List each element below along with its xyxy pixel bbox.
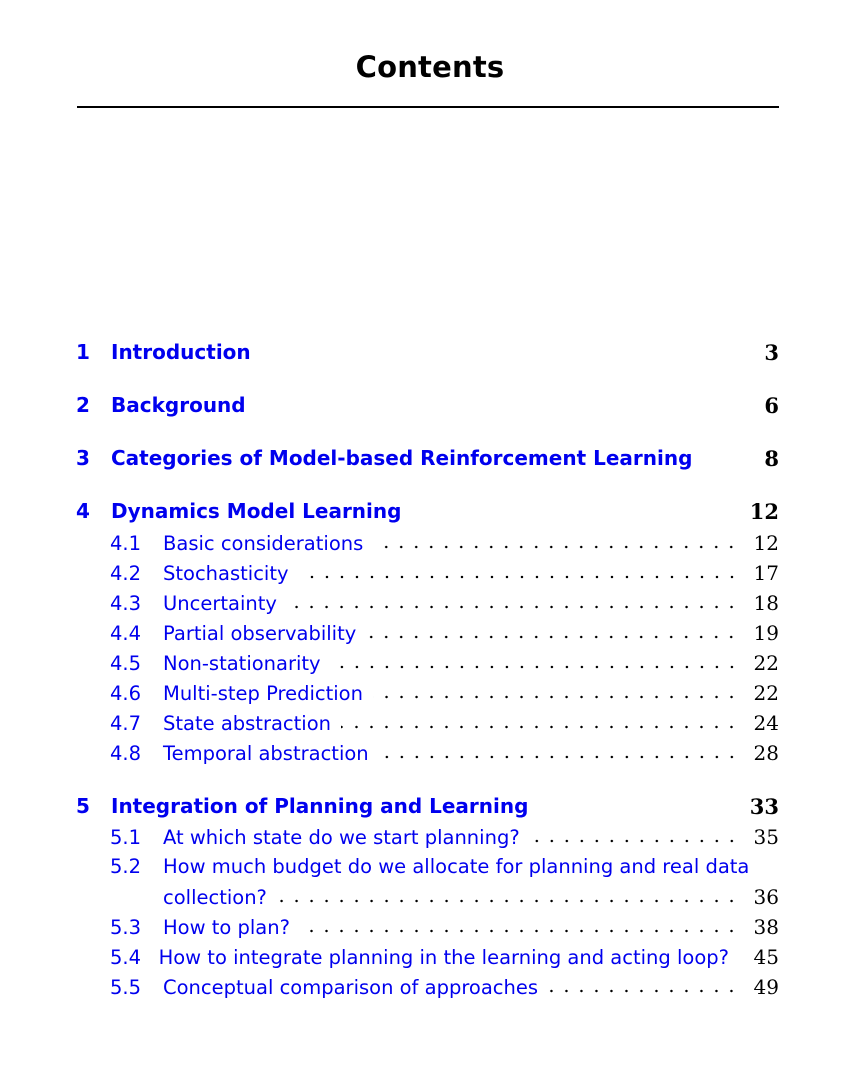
section-title-link[interactable]: Uncertainty <box>163 591 277 615</box>
section-title-link[interactable]: Conceptual comparison of approaches <box>163 975 539 999</box>
toc-chapter-2[interactable] <box>76 391 779 419</box>
page-number: 49 <box>753 975 779 999</box>
section-title-link[interactable]: Basic considerations <box>163 531 364 555</box>
toc-chapter-4[interactable] <box>76 497 779 525</box>
page-number: 36 <box>753 885 779 909</box>
chapter-number: 3 <box>76 446 90 470</box>
chapter-title-link[interactable]: Introduction <box>111 340 251 364</box>
section-number: 4.8 <box>110 741 142 765</box>
toc-section-4-3[interactable] <box>110 590 779 616</box>
section-title-link[interactable]: Non-stationarity <box>163 651 321 675</box>
chapter-number: 1 <box>76 340 90 364</box>
dot-leader <box>366 634 739 640</box>
section-number: 5.1 <box>110 825 142 849</box>
toc-section-5-2[interactable] <box>110 854 779 910</box>
section-title-link[interactable]: Temporal abstraction <box>163 741 369 765</box>
page-number: 22 <box>753 681 779 705</box>
page-number: 38 <box>753 915 779 939</box>
page-number: 17 <box>753 561 779 585</box>
toc-section-5-4[interactable] <box>110 944 779 970</box>
section-number: 4.7 <box>110 711 142 735</box>
dot-leader <box>530 838 739 844</box>
section-number: 4.5 <box>110 651 142 675</box>
toc-chapter-3[interactable] <box>76 444 779 472</box>
section-number: 5.5 <box>110 975 142 999</box>
page-number: 35 <box>753 825 779 849</box>
section-title-link[interactable]: State abstraction <box>163 711 331 735</box>
dot-leader <box>299 574 739 580</box>
page-number: 12 <box>749 498 779 524</box>
toc-section-5-1[interactable] <box>110 824 779 850</box>
chapter-title-link[interactable]: Dynamics Model Learning <box>111 499 402 523</box>
chapter-number: 5 <box>76 794 90 818</box>
page-number: 45 <box>753 945 779 969</box>
section-title-link[interactable]: How to plan? <box>163 915 290 939</box>
page-number: 19 <box>753 621 779 645</box>
page-number: 3 <box>764 339 779 365</box>
page-number: 24 <box>753 711 779 735</box>
dot-leader <box>287 604 739 610</box>
dot-leader <box>277 898 739 904</box>
chapter-number: 4 <box>76 499 90 523</box>
dot-leader <box>331 664 739 670</box>
dot-leader <box>341 724 739 730</box>
page-number: 28 <box>753 741 779 765</box>
section-title-link[interactable]: Multi-step Prediction <box>163 681 363 705</box>
section-title-link[interactable]: At which state do we start planning? <box>163 825 520 849</box>
section-number: 4.6 <box>110 681 142 705</box>
toc-chapter-1[interactable] <box>76 338 779 366</box>
section-number: 5.3 <box>110 915 142 939</box>
dot-leader <box>300 928 739 934</box>
section-number: 5.4 <box>110 945 142 969</box>
dot-leader <box>373 544 739 550</box>
chapter-title-link[interactable]: Categories of Model-based Reinforcement Learning <box>111 446 693 470</box>
section-title-link-line-1[interactable]: How much budget do we allocate for planning and real data <box>163 855 750 878</box>
section-title-wrap <box>163 854 779 910</box>
section-number: 4.2 <box>110 561 142 585</box>
chapter-title-link[interactable]: Integration of Planning and Learning <box>111 794 529 818</box>
toc-section-4-2[interactable] <box>110 560 779 586</box>
page-number: 8 <box>764 445 779 471</box>
dot-leader <box>373 694 739 700</box>
section-title-line-2-row <box>163 884 779 910</box>
toc-section-4-5[interactable] <box>110 650 779 676</box>
page-title: Contents <box>355 50 505 84</box>
section-title-link[interactable]: Partial observability <box>163 621 357 645</box>
toc-section-4-1[interactable] <box>110 530 779 556</box>
section-title-link[interactable]: Stochasticity <box>163 561 289 585</box>
toc-section-5-5[interactable] <box>110 974 779 1000</box>
page-number: 6 <box>764 392 779 418</box>
section-title-link[interactable]: How to integrate planning in the learning and acting loop? <box>158 945 729 969</box>
section-number: 4.4 <box>110 621 142 645</box>
chapter-title-link[interactable]: Background <box>111 393 246 417</box>
toc-section-5-3[interactable] <box>110 914 779 940</box>
page-number: 12 <box>753 531 779 555</box>
section-number: 4.3 <box>110 591 142 615</box>
section-title-link-line-2[interactable]: collection? <box>163 885 267 909</box>
toc-chapter-5[interactable] <box>76 792 779 820</box>
chapter-number: 2 <box>76 393 90 417</box>
page-number: 22 <box>753 651 779 675</box>
page-number: 33 <box>749 793 779 819</box>
dot-leader <box>379 754 739 760</box>
page-number: 18 <box>753 591 779 615</box>
toc-section-4-7[interactable] <box>110 710 779 736</box>
toc-section-4-6[interactable] <box>110 680 779 706</box>
dot-leader <box>548 988 739 994</box>
section-number: 5.2 <box>110 855 142 878</box>
section-number: 4.1 <box>110 531 142 555</box>
toc-section-4-8[interactable] <box>110 740 779 766</box>
toc-section-4-4[interactable] <box>110 620 779 646</box>
